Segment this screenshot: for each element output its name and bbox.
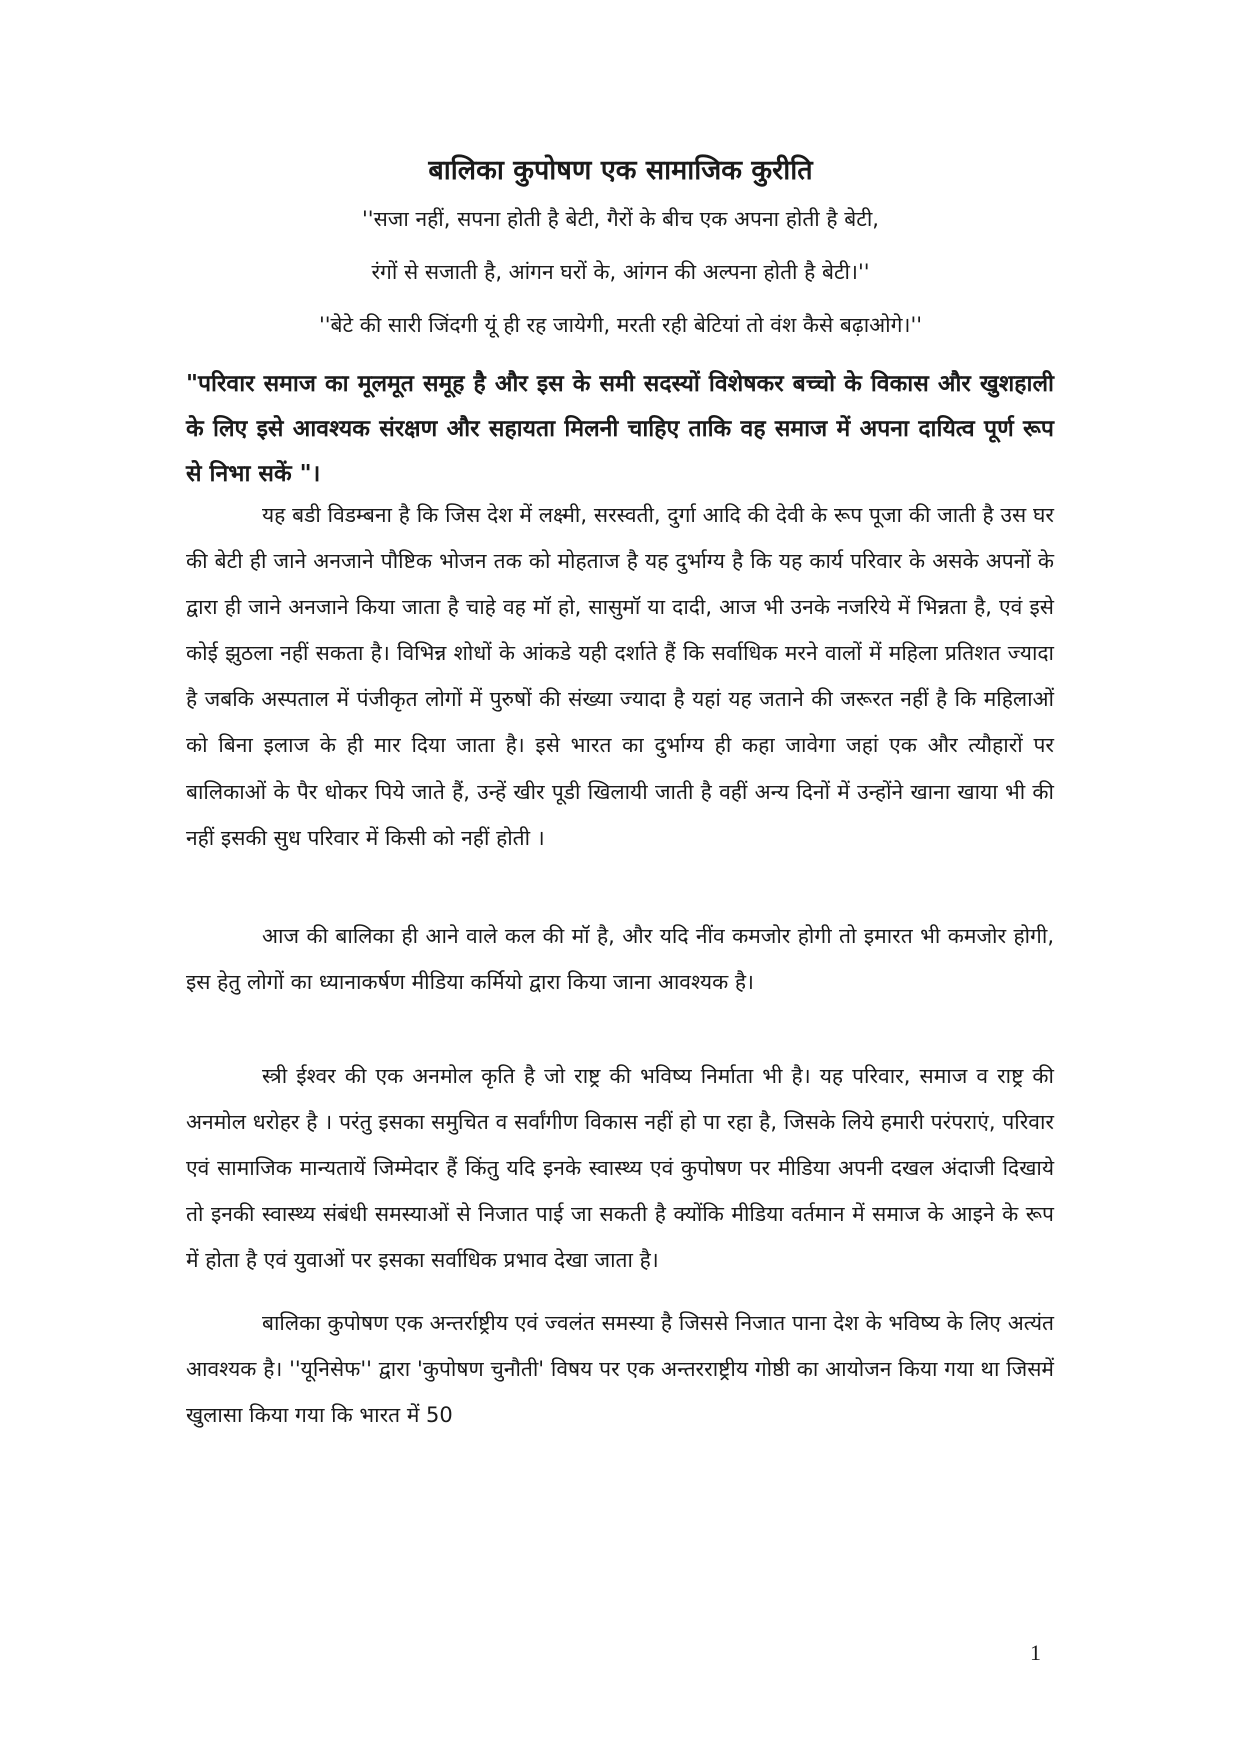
bold-quote: "परिवार समाज का मूलमूत समूह है और इस के समी सदस्यों विशेषकर बच्चो के विकास और खुशहाली के लिए इसे आवश्यक संरक्षण और सहायता मिलनी चाहिए ताकि वह समाज में अपना दायित्व पूर्ण रूप से निभा सकें "। — [186, 371, 1054, 487]
page-title: बालिका कुपोषण एक सामाजिक कुरीति — [428, 155, 813, 186]
page-number: 1 — [1030, 1640, 1041, 1665]
paragraph-4: बालिका कुपोषण एक अन्तर्राष्ट्रीय एवं ज्वलंत समस्या है जिससे निजात पाना देश के भविष्य के लिए अत्यंत आवश्यक है। ''यूनिसेफ'' द्वारा 'कुपोषण चुनौती' विषय पर एक अन्तरराष्ट्रीय गोष्ठी का आयोजन किया गया था जिसमें खुलासा किया गया कि भारत में 50 — [186, 1311, 1054, 1428]
poem-line-1: ''सजा नहीं, सपना होती है बेटी, गैरों के बीच एक अपना होती है बेटी, — [362, 207, 879, 231]
poem-line-2: रंगों से सजाती है, आंगन घरों के, आंगन की अल्पना होती है बेटी।'' — [371, 260, 870, 284]
paragraph-2: आज की बालिका ही आने वाले कल की मॉ है, और यदि नींव कमजोर होगी तो इमारत भी कमजोर होगी, इस हेतु लोगों का ध्यानाकर्षण मीडिया कर्मियो द्वारा किया जाना आवश्यक है। — [186, 924, 1054, 995]
paragraph-3: स्त्री ईश्वर की एक अनमोल कृति है जो राष्ट्र की भविष्य निर्माता भी है। यह परिवार, समाज व राष्ट्र की अनमोल धरोहर है । परंतु इसका समुचित व सर्वांगीण विकास नहीं हो पा रहा है, जिसके लिये हमारी परंपराएं, परिवार एवं सामाजिक मान्यतायें जिम्मेदार हैं किंतु यदि इनके स्वास्थ्य एवं कुपोषण पर मीडिया अपनी दखल अंदाजी दिखाये तो इनकी स्वास्थ्य संबंधी समस्याओं से निजात पाई जा सकती है क्योंकि मीडिया वर्तमान में समाज के आइने के रूप में होता है एवं युवाओं पर इसका सर्वाधिक प्रभाव देखा जाता है। — [186, 1064, 1054, 1273]
paragraph-1: यह बडी विडम्बना है कि जिस देश में लक्ष्मी, सरस्वती, दुर्गा आदि की देवी के रूप पूजा की जाती है उस घर की बेटी ही जाने अनजाने पौष्टिक भोजन तक को मोहताज है यह दुर्भाग्य है कि यह कार्य परिवार के असके अपनों के द्वारा ही जाने अनजाने किया जाता है चाहे वह मॉ हो, सासुमॉ या दादी, आज भी उनके नजरिये में भिन्नता है, एवं इसे कोई झुठला नहीं सकता है। विभिन्न शोधों के आंकडे यही दर्शाते हैं कि सर्वाधिक मरने वालों में महिला प्रतिशत ज्यादा है जबकि अस्पताल में पंजीकृत लोगों में पुरुषों की संख्या ज्यादा है यहां यह जताने की जरूरत नहीं है कि महिलाओं को बिना इलाज के ही मार दिया जाता है। इसे भारत का दुर्भाग्य ही कहा जावेगा जहां एक और त्यौहारों पर बालिकाओं के पैर धोकर पिये जाते हैं, उन्हें खीर पूडी खिलायी जाती है वहीं अन्य दिनों में उन्होंने खाना खाया भी की नहीं इसकी सुध परिवार में किसी को नहीं होती । — [186, 503, 1054, 850]
poem-line-3: ''बेटे की सारी जिंदगी यूं ही रह जायेगी, मरती रही बेटियां तो वंश कैसे बढ़ाओगे।'' — [318, 313, 922, 337]
